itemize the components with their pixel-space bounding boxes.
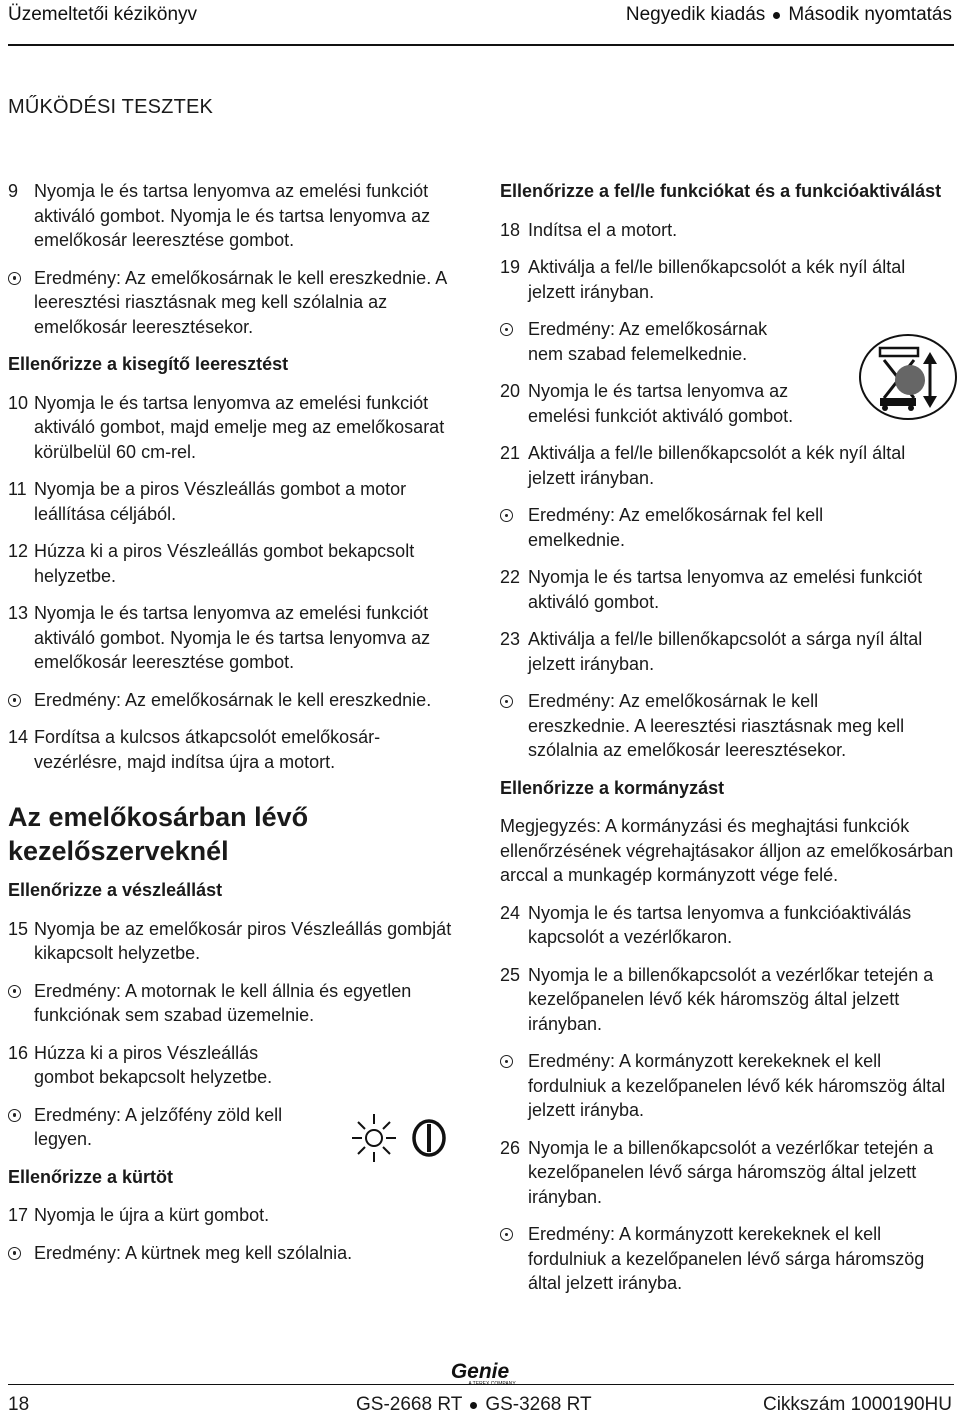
result-25: [500, 1049, 955, 1123]
result-text: Eredmény: Az emelőkosárnak le kell ereszkednie. A leeresztési riasztásnak meg kell szólalnia az emelőkosár leeresztésekor.: [34, 267, 447, 337]
result-icon: [8, 1247, 21, 1260]
step-11: [8, 477, 458, 526]
result-19: [500, 317, 800, 366]
step-text: Nyomja le és tartsa lenyomva az emelési funkciót aktiváló gombot. Nyomja le és tartsa lenyomva az emelőkosár leeresztése gombot.: [34, 603, 431, 672]
step-text: Nyomja le és tartsa lenyomva az emelési funkciót aktiváló gombot, majd emelje meg az emelőkosarat körülbelül 60 cm-rel.: [34, 392, 445, 462]
step-text: Fordítsa a kulcsos átkapcsolót emelőkosár-vezérlésre, majd indítsa újra a motort.: [34, 727, 381, 772]
step-number: 10: [8, 392, 29, 413]
step-12: [8, 539, 458, 588]
step-number: 22: [500, 567, 521, 587]
subheading-auxiliary-lowering: Ellenőrizze a kisegítő leeresztést: [8, 354, 289, 374]
step-number: 24: [500, 902, 521, 923]
step-text: Nyomja le és tartsa lenyomva az emelési funkciót aktiváló gombot.: [528, 567, 923, 612]
subheading-emergency-stop: Ellenőrizze a vészleállást: [8, 880, 223, 900]
result-15: [8, 979, 458, 1028]
step-text: Nyomja le a billenőkapcsolót a vezérlőkar tetején a kezelőpanelen lévő sárga háromszög által jelzett irányban.: [528, 1137, 934, 1207]
result-text: Eredmény: A kürtnek meg kell szólalnia.: [34, 1242, 353, 1263]
result-17: [8, 1241, 458, 1266]
step-number: 18: [500, 219, 521, 240]
model-b: GS-3268 RT: [485, 1394, 592, 1415]
step-21: [500, 441, 955, 490]
lift-lower-icon: [858, 332, 958, 422]
result-text: Eredmény: A kormányzott kerekeknek el kell fordulniuk a kezelőpanelen lévő kék háromszög által jelzett irányba.: [528, 1051, 946, 1120]
result-26: [500, 1222, 955, 1296]
step-text: Nyomja le a billenőkapcsolót a vezérlőkar tetején a kezelőpanelen lévő kék háromszög által jelzett irányban.: [528, 964, 934, 1034]
result-21: [500, 503, 870, 552]
result-13: [8, 688, 458, 713]
result-9: [8, 266, 458, 340]
subheading-horn: Ellenőrizze a kürtöt: [8, 1166, 174, 1187]
platform-controls-heading: Az emelőkosárban lévő kezelőszerveknél: [8, 802, 309, 866]
bullet-dot: [470, 1402, 477, 1409]
result-icon: [8, 1109, 21, 1122]
step-14: [8, 725, 458, 774]
result-icon: [500, 323, 513, 336]
edition-label: Negyedik kiadás: [625, 4, 766, 25]
step-text: Nyomja be az emelőkosár piros Vészleállás gombját kikapcsolt helyzetbe.: [34, 918, 452, 963]
step-17: [8, 1203, 458, 1228]
step-9: [8, 179, 458, 253]
step-number: 25: [500, 964, 521, 985]
page-number: 18: [8, 1394, 30, 1415]
result-text: Eredmény: Az emelőkosárnak le kell ereszkednie. A leeresztési riasztásnak meg kell szólalnia az emelőkosár leeresztésekor.: [528, 691, 905, 760]
result-text: Eredmény: Az emelőkosárnak nem szabad felemelkednie.: [528, 319, 768, 364]
step-number: 15: [8, 918, 29, 939]
step-text: Aktiválja a fel/le billenőkapcsolót a sárga nyíl által jelzett irányban.: [528, 629, 923, 674]
manual-title: Üzemeltetői kézikönyv: [8, 4, 198, 25]
step-text: Nyomja le és tartsa lenyomva az emelési funkciót aktiváló gombot.: [528, 381, 794, 426]
step-number: 14: [8, 727, 29, 747]
step-text: Húzza ki a piros Vészleállás gombot bekapcsolt helyzetbe.: [34, 1042, 273, 1087]
step-number: 9: [8, 181, 19, 201]
step-16: [8, 1041, 308, 1090]
step-number: 20: [500, 381, 521, 401]
step-number: 16: [8, 1042, 29, 1063]
result-icon: [500, 509, 513, 522]
header-rule: [8, 44, 954, 46]
light-indicator-icon: [350, 1112, 398, 1164]
step-text: Nyomja be a piros Vészleállás gombot a motor leállítása céljából.: [34, 479, 407, 524]
subheading-steering: Ellenőrizze a kormányzást: [500, 777, 725, 798]
step-text: Nyomja le és tartsa lenyomva a funkcióaktiválás kapcsolót a vezérlőkaron.: [528, 902, 912, 947]
edition-info: [626, 4, 952, 26]
step-number: 23: [500, 629, 521, 649]
step-text: Húzza ki a piros Vészleállás gombot bekapcsolt helyzetbe.: [34, 541, 415, 586]
part-number: Cikkszám 1000190HU: [762, 1394, 952, 1415]
step-number: 21: [500, 443, 521, 463]
step-25: [500, 963, 955, 1037]
step-text: Indítsa el a motort.: [528, 219, 678, 240]
step-24: [500, 901, 955, 950]
step-13: [8, 601, 458, 675]
result-icon: [8, 272, 21, 285]
step-15: [8, 917, 458, 966]
result-text: Eredmény: A jelzőfény zöld kell legyen.: [34, 1104, 283, 1149]
step-number: 13: [8, 603, 29, 623]
step-number: 11: [8, 479, 27, 499]
step-10: [8, 391, 458, 465]
result-23: [500, 689, 925, 763]
step-number: 12: [8, 541, 29, 561]
step-text: Nyomja le és tartsa lenyomva az emelési funkciót aktiváló gombot. Nyomja le és tartsa lenyomva az emelőkosár leeresztése gombot.: [34, 181, 431, 250]
step-text: Aktiválja a fel/le billenőkapcsolót a kék nyíl által jelzett irányban.: [528, 257, 906, 302]
step-22: [500, 565, 955, 614]
power-indicator-icon: [410, 1118, 448, 1158]
result-text: Eredmény: Az emelőkosárnak le kell ereszkednie.: [34, 689, 432, 710]
result-icon: [8, 694, 21, 707]
step-23: [500, 627, 955, 676]
model-info: [356, 1394, 592, 1416]
result-text: Eredmény: A motornak le kell állnia és egyetlen funkciónak sem szabad üzemelnie.: [34, 980, 412, 1025]
step-20: [500, 379, 800, 428]
step-number: 19: [500, 257, 521, 277]
bullet-dot: [773, 12, 780, 19]
result-16: [8, 1103, 298, 1152]
result-icon: [500, 1055, 513, 1068]
step-18: [500, 218, 955, 243]
footer-rule: [8, 1384, 954, 1385]
step-text: Nyomja le újra a kürt gombot.: [34, 1205, 270, 1225]
step-number: 26: [500, 1137, 521, 1158]
logo-wordmark: Genie: [450, 1360, 510, 1383]
printing-label: Második nyomtatás: [788, 4, 952, 25]
result-icon: [500, 695, 513, 708]
result-text: Eredmény: Az emelőkosárnak fel kell emelkednie.: [528, 505, 824, 550]
result-icon: [8, 985, 21, 998]
result-icon: [500, 1228, 513, 1241]
model-a: GS-2668 RT: [356, 1394, 463, 1415]
subheading-up-down: Ellenőrizze a fel/le funkciókat és a funkcióaktiválást: [500, 181, 942, 201]
section-title: MŰKÖDÉSI TESZTEK: [8, 96, 214, 118]
note-text: Megjegyzés: A kormányzási és meghajtási funkciók ellenőrzésének végrehajtásakor álljon az emelőkosárban arccal a munkagép kormányzott vége felé.: [500, 816, 954, 885]
step-19: [500, 255, 955, 304]
result-text: Eredmény: A kormányzott kerekeknek el kell fordulniuk a kezelőpanelen lévő sárga háromszög által jelzett irányba.: [528, 1224, 925, 1293]
step-text: Aktiválja a fel/le billenőkapcsolót a kék nyíl által jelzett irányban.: [528, 443, 906, 488]
step-26: [500, 1136, 955, 1210]
step-number: 17: [8, 1205, 29, 1225]
